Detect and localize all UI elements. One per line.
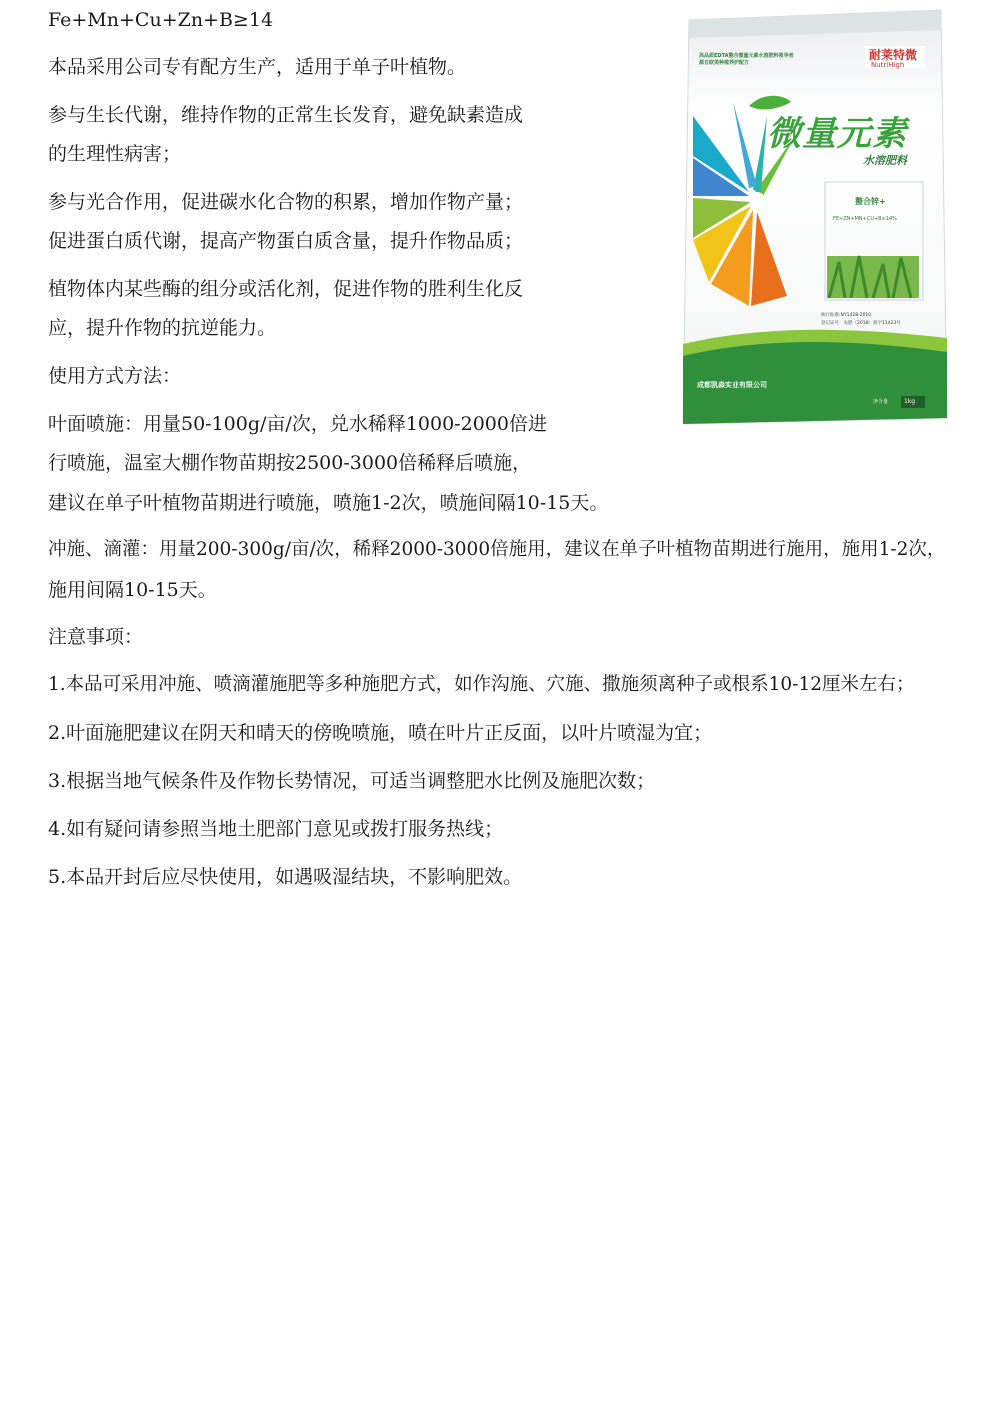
- function-text-line: 参与光合作用，促进碳水化合物的积累，增加作物产量；: [48, 191, 524, 213]
- function-text-line: 参与生长代谢，维持作物的正常生长发育，避免缺素造成: [48, 104, 524, 126]
- brand-logo-en: NutriHigh: [871, 61, 905, 69]
- notes-heading: 注意事项：: [48, 626, 144, 648]
- bag-top-text: 源自欧美种植养护配方: [699, 60, 750, 66]
- function-text-line: 的生理性病害；: [48, 143, 182, 165]
- intro-paragraph: 本品采用公司专有配方生产，适用于单子叶植物。: [48, 56, 467, 78]
- note-item: 2.叶面施肥建议在阴天和晴天的傍晚喷施，喷在叶片正反面，以叶片喷湿为宜；: [48, 722, 713, 744]
- product-subtitle: 水溶肥料: [863, 154, 907, 167]
- usage-heading: 使用方式方法：: [48, 365, 182, 387]
- net-weight-label: 净含量: [873, 399, 889, 405]
- note-item: 3.根据当地气候条件及作物长势情况，可适当调整肥水比例及施肥次数；: [48, 770, 656, 792]
- note-item: 4.如有疑问请参照当地土肥部门意见或拨打服务热线；: [48, 818, 504, 840]
- function-text-line: 应，提升作物的抗逆能力。: [48, 317, 277, 339]
- product-formula: FE+ZN+MN+CU+B≥14%: [833, 216, 897, 222]
- usage-text-line: 冲施、滴灌：用量200-300g/亩/次，稀释2000-3000倍施用，建议在单子叶植物苗期进行施用，施用1-2次，: [48, 539, 946, 560]
- product-tag: 螯合锌+: [855, 197, 886, 206]
- function-text-line: 植物体内某些酶的组分或活化剂，促进作物的胜利生化反: [48, 278, 524, 300]
- company-name: 成都凯森实业有限公司: [697, 381, 767, 389]
- bag-top-text: 高品质EDTA螯合微量元素水溶肥料领导者: [699, 53, 794, 59]
- product-name: 微量元素: [767, 114, 907, 154]
- usage-text-line: 行喷施，温室大棚作物苗期按2500-3000倍稀释后喷施，: [48, 452, 532, 474]
- brand-logo: 耐莱特微: [869, 48, 918, 62]
- element-total-line: Fe+Mn+Cu+Zn+B≥14: [48, 9, 274, 31]
- product-bag-graphic: [679, 6, 951, 426]
- function-text-line: 促进蛋白质代谢，提高产物蛋白质含量，提升作物品质；: [48, 230, 524, 252]
- note-item: 5.本品开封后应尽快使用，如遇吸湿结块，不影响肥效。: [48, 866, 523, 888]
- note-item: 1.本品可采用冲施、喷滴灌施肥等多种施肥方式，如作沟施、穴施、撒施须离种子或根系10-12厘米左右；: [48, 674, 915, 695]
- product-registration: 登记证号：农肥（2018）准字11423号: [821, 321, 901, 326]
- product-package-image: [679, 6, 951, 426]
- usage-text-line: 施用间隔10-15天。: [48, 579, 217, 601]
- product-standard: 执行标准:NY1428-2010: [821, 313, 872, 318]
- usage-text-line: 叶面喷施：用量50-100g/亩/次，兑水稀释1000-2000倍进: [48, 413, 547, 435]
- net-weight-value: 1kg: [904, 398, 916, 405]
- usage-text-line: 建议在单子叶植物苗期进行喷施，喷施1-2次，喷施间隔10-15天。: [48, 492, 609, 514]
